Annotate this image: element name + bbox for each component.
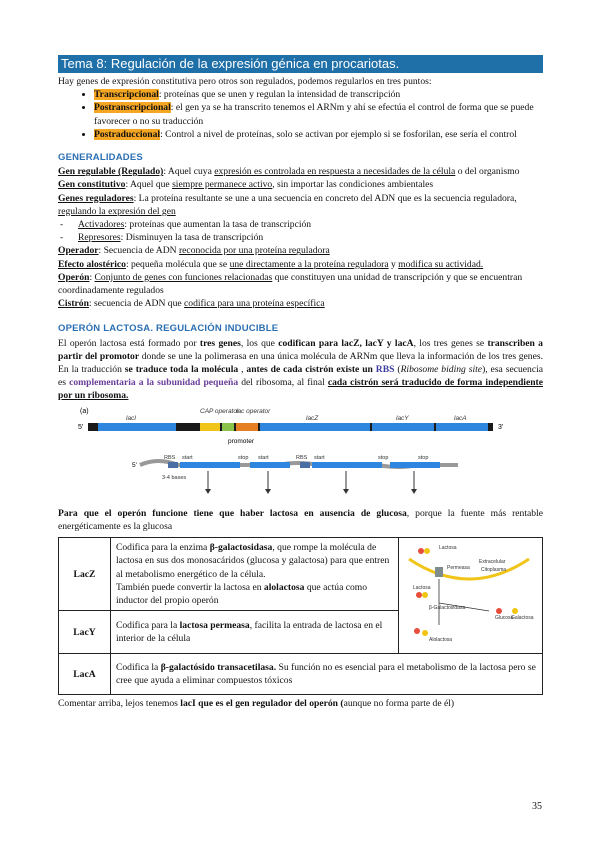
row-description: Codifica para la lactosa permeasa, facilita la entrada de lactosa en el interior de la célula xyxy=(110,611,398,654)
gene-label: lacI xyxy=(126,414,137,422)
five-prime-label: 5' xyxy=(78,423,84,431)
figure-label: Extracelular xyxy=(479,558,506,565)
allolactose-molecule xyxy=(414,628,420,634)
list-item: • Postranscripcional: el gen ya se ha transcrito tenemos el ARNm y ahí se efectúa el control de forma que se puede favorecer o no su traducción xyxy=(94,101,543,127)
gene-label: lacZ xyxy=(306,414,319,422)
lacZ-gene xyxy=(260,423,370,431)
para-funcione: Para que el operón funcione tiene que haber lactosa en ausencia de glucosa, porque la fuente más rentable energéticamente es la glucosa xyxy=(58,507,543,533)
lac-operator-box xyxy=(236,423,258,431)
cistron-box xyxy=(180,462,240,468)
definition-operon: Operón: Conjunto de genes con funciones relacionadas que constituyen una unidad de transcripción y que se encuentran coordinadamente regulados xyxy=(58,271,523,297)
stop-label: stop xyxy=(378,454,389,461)
intro-text: Hay genes de expresión constitutiva pero otros son regulados, podemos regularlos en tres puntos: xyxy=(58,76,432,87)
mrna-five-prime: 5' xyxy=(132,461,137,469)
metabolism-diagram xyxy=(399,539,539,649)
row-description: Codifica para la enzima β-galactosidasa, que rompe la molécula de lactosa en sus dos monosacáridos (glucosa y galactosa) para que entren al metabolismo energético de la célula. También puede convertir la lactosa en alolactosa que actúa como inductor del propio operón xyxy=(110,538,398,611)
figure-label: Lactosa xyxy=(439,544,457,551)
stop-label: stop xyxy=(418,454,429,461)
section-heading-generalidades: GENERALIDADES xyxy=(58,152,143,164)
figure-label: β-Galactosidasa xyxy=(429,604,466,611)
figure-label: Glucosa xyxy=(495,614,514,621)
allolactose-molecule xyxy=(422,630,428,636)
cap-operator-box xyxy=(200,423,220,431)
cistron-box xyxy=(390,462,440,468)
rbs-label: RBS xyxy=(164,454,176,461)
arrow-head xyxy=(411,489,417,494)
lactose-molecule xyxy=(416,592,422,598)
regulator-types-list xyxy=(58,218,543,244)
translation-arrows xyxy=(208,471,414,489)
galactose-molecule xyxy=(512,608,518,614)
glucose-molecule xyxy=(496,608,502,614)
promoter-label: promoter xyxy=(228,437,255,445)
definition-cistron: Cistrón: secuencia de ADN que codifica para una proteína específica xyxy=(58,298,325,310)
rbs-label: RBS xyxy=(296,454,308,461)
list-item: • Postraduccional: Control a nivel de proteínas, solo se activan por ejemplo si se fosforilan, ese sería el control xyxy=(94,128,543,141)
rbs-box xyxy=(300,462,310,468)
figure-label: Lactosa xyxy=(413,584,431,591)
list-item: - Activadores: proteínas que aumentan la tasa de transcripción xyxy=(78,218,543,231)
rbs-box xyxy=(168,462,178,468)
definition-genes-reguladores: Genes reguladores: La proteína resultante se une a una secuencia en concreto del ADN que es la secuencia reguladora, regulando la expresión del gen xyxy=(58,192,517,217)
row-label: LacA xyxy=(59,654,111,695)
start-label: start xyxy=(182,454,193,461)
permease-shape xyxy=(435,567,443,577)
row-label: LacY xyxy=(59,611,111,654)
lacY-gene xyxy=(372,423,434,431)
section-heading-operon-lactosa: OPERÓN LACTOSA. REGULACIÓN INDUCIBLE xyxy=(58,323,279,335)
table-row xyxy=(59,538,543,611)
figure-label: Galactosa xyxy=(511,614,534,621)
lacA-gene xyxy=(436,423,488,431)
row-label: LacZ xyxy=(59,538,111,611)
stop-label: stop xyxy=(238,454,249,461)
start-label: start xyxy=(314,454,325,461)
gene-label: lacA xyxy=(454,414,467,422)
gene-label: lac operator xyxy=(236,407,271,415)
list-item: - Represores: Disminuyen la tasa de transcripción xyxy=(78,231,543,244)
definition-efecto-alosterico: Efecto alostérico: pequeña molécula que se une directamente a la proteína reguladora y modifica su actividad. xyxy=(58,258,484,270)
promoter-box xyxy=(222,423,234,431)
panel-label: (a) xyxy=(80,407,89,415)
document-page xyxy=(58,55,543,711)
arrow-head xyxy=(265,489,271,494)
lactose-molecule xyxy=(418,548,424,554)
regulation-points-list xyxy=(58,88,543,141)
start-label: start xyxy=(258,454,269,461)
lactose-metabolism-figure xyxy=(399,538,543,654)
definition-gen-constitutivo: Gen constitutivo: Aquel que siempre permanece activo, sin importar las condiciones ambientales xyxy=(58,179,434,191)
gene-label: CAP operator xyxy=(200,407,240,415)
cistron-box xyxy=(250,462,290,468)
table-row xyxy=(59,654,543,695)
lacI-gene xyxy=(98,423,176,431)
lac-genes-table xyxy=(58,537,543,695)
bases-label: 3-4 bases xyxy=(162,474,187,481)
figure-label: Citoplasma xyxy=(481,566,507,573)
list-item: • Transcripcional: proteínas que se unen y regulan la intensidad de transcripción xyxy=(94,88,543,101)
lac-operon-diagram xyxy=(78,405,518,497)
arrow-head xyxy=(205,489,211,494)
definition-operador: Operador: Secuencia de ADN reconocida por una proteína reguladora xyxy=(58,245,330,257)
cistron-box xyxy=(312,462,382,468)
lactose-molecule xyxy=(424,548,430,554)
footer-note: Comentar arriba, lejos tenemos lacI que es el gen regulador del operón (aunque no forma parte de él) xyxy=(58,698,455,710)
definition-gen-regulable: Gen regulable (Regulado): Aquel cuya expresión es controlada en respuesta a necesidades de la célula o del organismo xyxy=(58,166,520,178)
lactose-molecule xyxy=(422,592,428,598)
page-number: 35 xyxy=(532,801,542,812)
three-prime-label: 3' xyxy=(498,423,504,431)
arrow-head xyxy=(343,489,349,494)
operon-lactosa-paragraph: El operón lactosa está formado por tres genes, los que codifican para lacZ, lacY y lacA, los tres genes se transcriben a partir del promotor donde se une la polimerasa en una única molécula de ARNm que lleva la información de los tres genes. En la traducción se traduce toda la molécula , antes de cada cistrón existe un RBS (Ribosome biding site), esa secuencia es complementaria a la subunidad pequeña del ribosoma, al final cada cistrón será traducido de forma independiente por un ribosoma. xyxy=(58,337,544,402)
gene-label: lacY xyxy=(396,414,409,422)
row-description: Codifica la β-galactósido transacetilasa. Su función no es esencial para el metabolismo de la lactosa pero se cree que ayuda a eliminar compuestos tóxicos xyxy=(110,654,542,695)
figure-label: Permeasa xyxy=(447,564,471,571)
page-title: Tema 8: Regulación de la expresión génica en procariotas. xyxy=(58,55,543,73)
figure-label: Alolactosa xyxy=(429,636,453,643)
